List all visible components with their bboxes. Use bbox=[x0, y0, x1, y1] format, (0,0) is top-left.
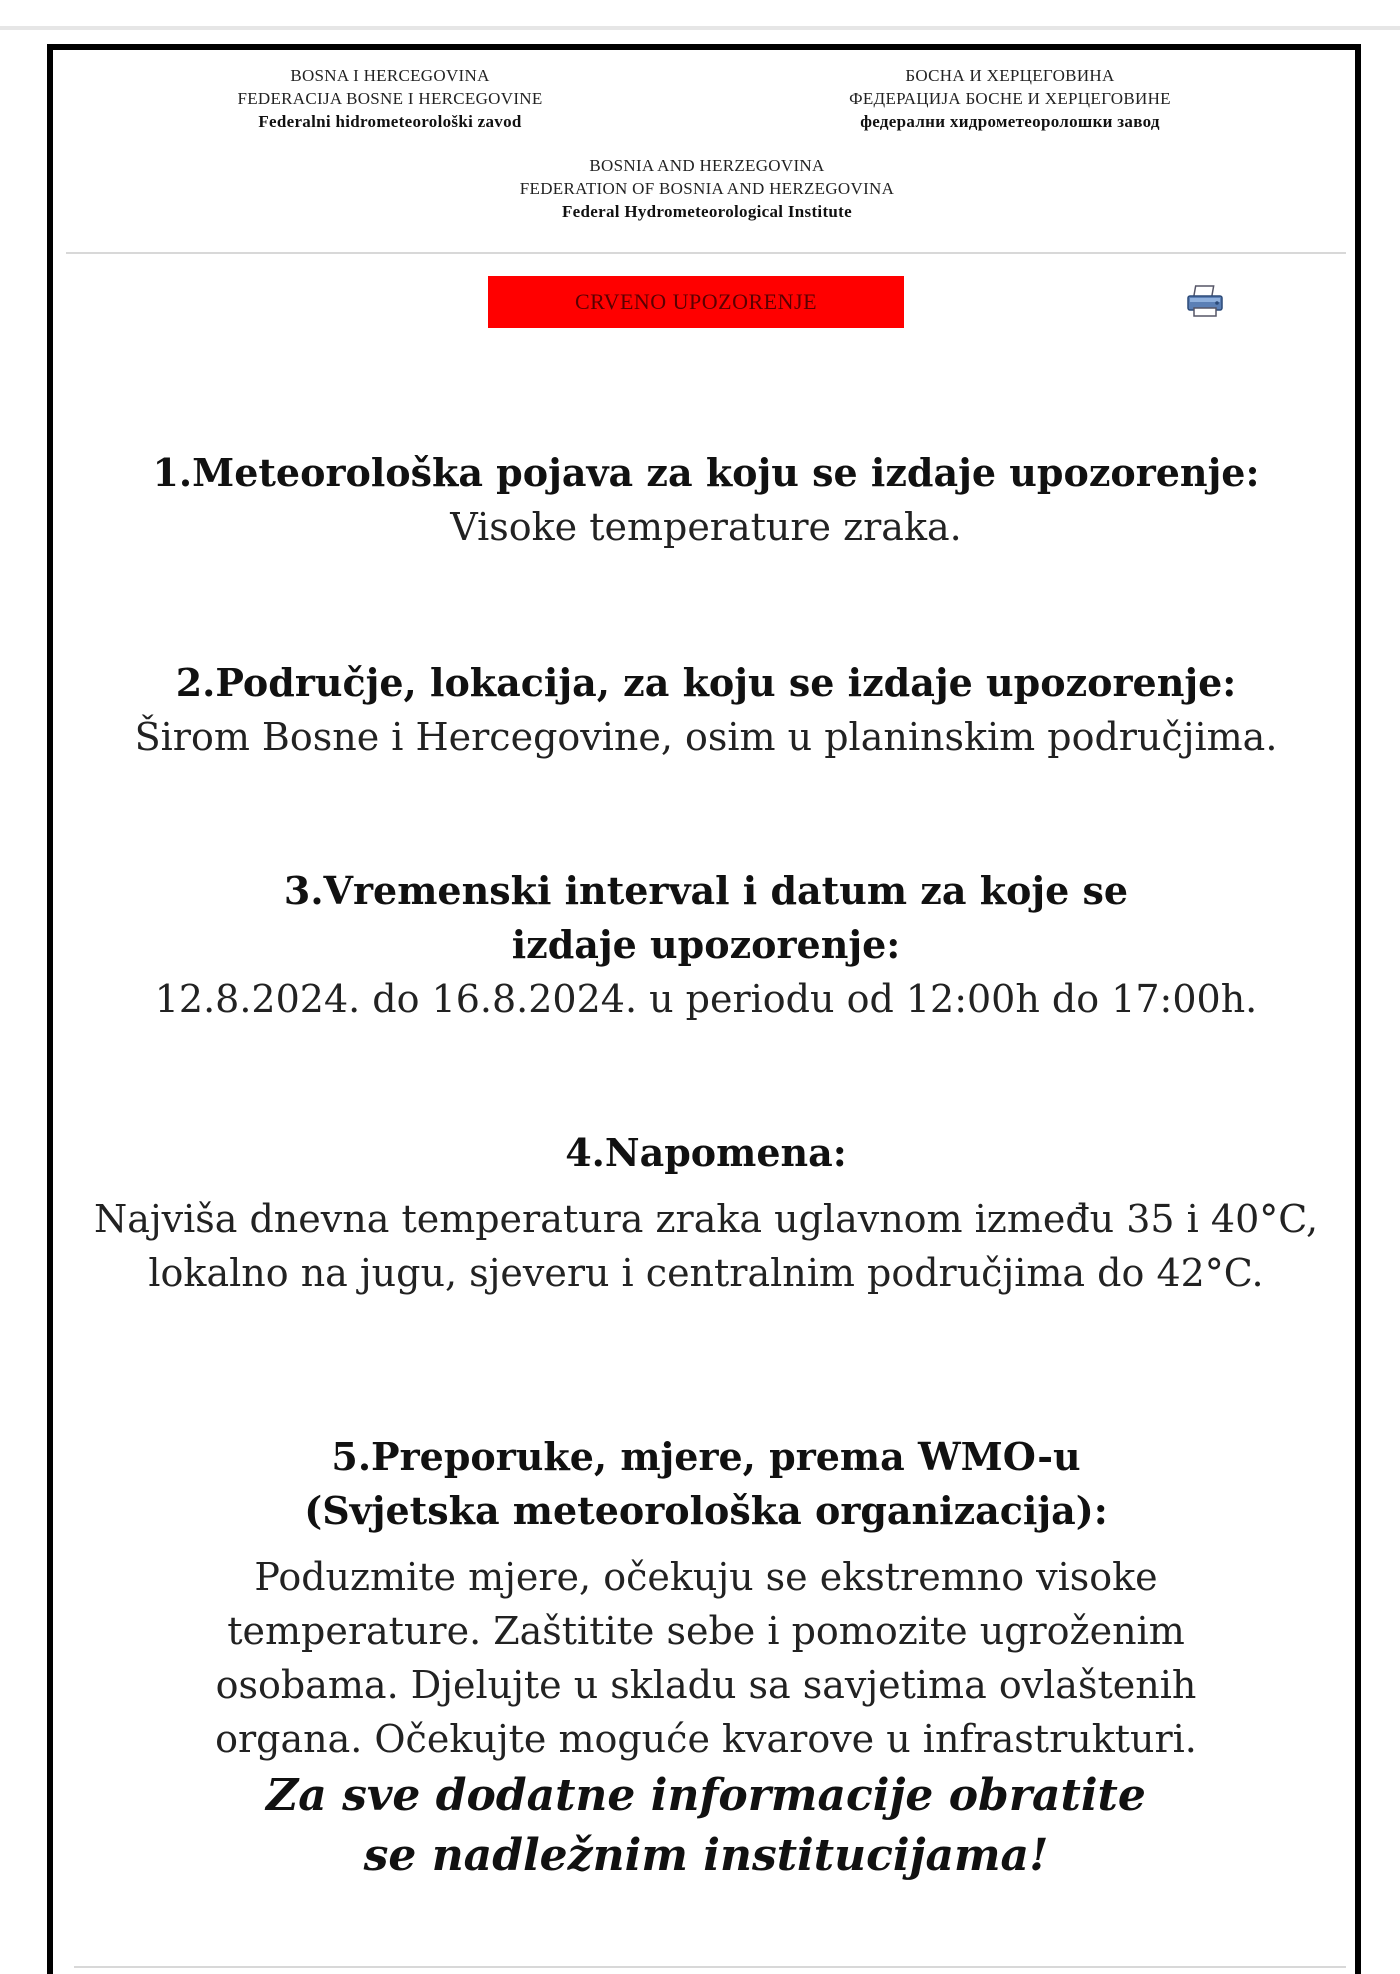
header-divider bbox=[66, 252, 1346, 254]
section-phenomenon bbox=[66, 446, 1346, 554]
top-divider bbox=[0, 26, 1400, 30]
section-heading: 2.Područje, lokacija, za koju se izdaje upozorenje: bbox=[175, 660, 1237, 705]
header-cyrillic-country: БОСНА И ХЕРЦЕГОВИНА bbox=[905, 66, 1115, 85]
section-text: 12.8.2024. do 16.8.2024. u periodu od 12:00h do 17:00h. bbox=[154, 977, 1258, 1021]
header-english-country: BOSNIA AND HERZEGOVINA bbox=[589, 156, 825, 175]
section-time-interval bbox=[66, 864, 1346, 1026]
section-emphasis: Za sve dodatne informacije obratite se nadležnim institucijama! bbox=[266, 1770, 1146, 1881]
header-latin-federation: FEDERACIJA BOSNE I HERCEGOVINE bbox=[237, 89, 543, 108]
warning-level-badge: CRVENO UPOZORENJE bbox=[488, 276, 904, 328]
header-english-institute: Federal Hydrometeorological Institute bbox=[562, 202, 852, 221]
section-heading: 1.Meteorološka pojava za koju se izdaje upozorenje: bbox=[152, 450, 1260, 495]
header-cyrillic-institute: федерални хидрометеоролошки завод bbox=[860, 112, 1160, 131]
section-recommendations bbox=[66, 1430, 1346, 1886]
section-text: Najviša dnevna temperatura zraka uglavnom između 35 i 40°C, lokalno na jugu, sjeveru i centralnim područjima do 42°C. bbox=[93, 1197, 1319, 1295]
bottom-divider bbox=[74, 1966, 1346, 1968]
section-note bbox=[66, 1126, 1346, 1300]
header-latin-institute: Federalni hidrometeorološki zavod bbox=[258, 112, 522, 131]
header-english bbox=[450, 154, 964, 223]
printer-icon[interactable] bbox=[1184, 284, 1228, 320]
section-area bbox=[66, 656, 1346, 764]
section-heading: 3.Vremenski interval i datum za koje se izdaje upozorenje: bbox=[283, 868, 1129, 967]
header-cyrillic-federation: ФЕДЕРАЦИЈА БОСНЕ И ХЕРЦЕГОВИНЕ bbox=[849, 89, 1171, 108]
section-text: Širom Bosne i Hercegovine, osim u planinskim područjima. bbox=[134, 715, 1278, 759]
header-latin-country: BOSNA I HERCEGOVINA bbox=[290, 66, 490, 85]
section-heading: 5.Preporuke, mjere, prema WMO-u (Svjetska meteorološka organizacija): bbox=[304, 1434, 1108, 1533]
section-heading: 4.Napomena: bbox=[565, 1130, 847, 1175]
header-english-federation: FEDERATION OF BOSNIA AND HERZEGOVINA bbox=[519, 179, 895, 198]
header-latin bbox=[190, 64, 590, 133]
section-text: Visoke temperature zraka. bbox=[450, 505, 962, 549]
header-cyrillic bbox=[810, 64, 1210, 133]
section-text: Poduzmite mjere, očekuju se ekstremno visoke temperature. Zaštitite sebe i pomozite ugroženim osobama. Djelujte u skladu sa savjetima ovlaštenih organa. Očekujte moguće kvarove u infrastrukturi. bbox=[215, 1555, 1197, 1761]
